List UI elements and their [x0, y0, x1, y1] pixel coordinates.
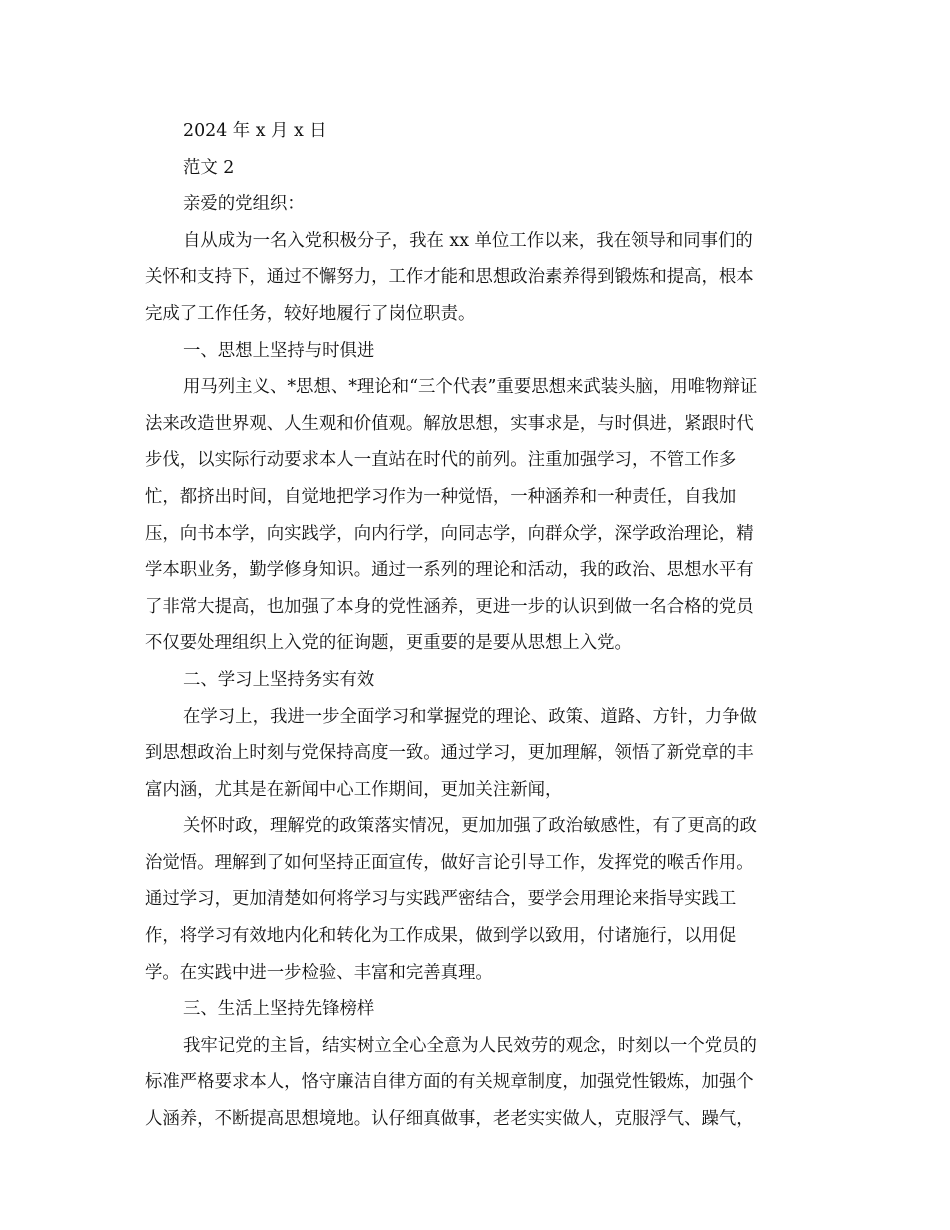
- section-heading: [145, 333, 805, 370]
- body-paragraph: [145, 1028, 805, 1138]
- paragraph-line: 到思想政治上时刻与党保持高度一致。通过学习，更加理解，领悟了新党章的丰: [145, 743, 754, 764]
- paragraph-line: 用马列主义、*思想、*理论和“三个代表”重要思想来武装头脑，用唯物辩证: [183, 377, 758, 398]
- paragraph-line: 了非常大提高，也加强了本身的党性涵养，更进一步的认识到做一名合格的党员: [145, 596, 754, 617]
- paragraph-line: 不仅要处理组织上入党的征询题，更重要的是要从思想上入党。: [145, 633, 632, 654]
- salutation: 亲爱的党组织：: [183, 194, 305, 215]
- body-paragraph: [145, 699, 805, 809]
- paragraph-line: 完成了工作任务，较好地履行了岗位职责。: [145, 303, 476, 324]
- paragraph-line: 自从成为一名入党积极分子，我在 xx 单位工作以来，我在领导和同事们的: [183, 230, 753, 251]
- section-heading: [145, 662, 805, 699]
- paragraph-line: 在学习上，我进一步全面学习和掌握党的理论、政策、道路、方针，力争做: [183, 706, 757, 727]
- letter-body: [145, 113, 805, 1138]
- paragraph-line: 治觉悟。理解到了如何坚持正面宣传，做好言论引导工作，发挥党的喉舌作用。: [145, 852, 754, 873]
- paragraph-line: 通过学习，更加清楚如何将学习与实践严密结合，要学会用理论来指导实践工: [145, 889, 737, 910]
- heading-text: 二、学习上坚持务实有效: [183, 669, 375, 690]
- paragraphs: [145, 223, 805, 1138]
- body-paragraph: [145, 808, 805, 991]
- body-paragraph: [145, 223, 805, 333]
- paragraph-line: 作，将学习有效地内化和转化为工作成果，做到学以致用，付诸施行，以用促: [145, 926, 737, 947]
- paragraph-line: 关怀时政，理解党的政策落实情况，更加加强了政治敏感性，有了更高的政: [183, 816, 757, 837]
- heading-text: 三、生活上坚持先锋榜样: [183, 999, 375, 1020]
- date-line: 2024 年 x 月 x 日: [183, 121, 327, 141]
- paragraph-line: 忙，都挤出时间，自觉地把学习作为一种觉悟，一种涵养和一种责任，自我加: [145, 486, 737, 507]
- paragraph-line: 学。在实践中进一步检验、丰富和完善真理。: [145, 962, 493, 983]
- sample-title: 范文 2: [183, 157, 235, 178]
- body-paragraph: [145, 369, 805, 662]
- paragraph-line: 标准严格要求本人，恪守廉洁自律方面的有关规章制度，加强党性锻炼，加强个: [145, 1072, 754, 1093]
- paragraph-line: 关怀和支持下，通过不懈努力，工作才能和思想政治素养得到锻炼和提高，根本: [145, 267, 754, 288]
- paragraph-line: 富内涵，尤其是在新闻中心工作期间，更加关注新闻，: [145, 779, 563, 800]
- paragraph-line: 人涵养，不断提高思想境地。认仔细真做事，老老实实做人，克服浮气、躁气，: [145, 1109, 754, 1130]
- paragraph-line: 学本职业务，勤学修身知识。通过一系列的理论和活动，我的政治、思想水平有: [145, 560, 754, 581]
- heading-text: 一、思想上坚持与时俱进: [183, 340, 375, 361]
- section-heading: [145, 991, 805, 1028]
- paragraph-line: 法来改造世界观、人生观和价值观。解放思想，实事求是，与时俱进，紧跟时代: [145, 413, 754, 434]
- paragraph-line: 我牢记党的主旨，结实树立全心全意为人民效劳的观念，时刻以一个党员的: [183, 1035, 757, 1056]
- paragraph-line: 压，向书本学，向实践学，向内行学，向同志学，向群众学，深学政治理论，精: [145, 523, 754, 544]
- paragraph-line: 步伐，以实际行动要求本人一直站在时代的前列。注重加强学习，不管工作多: [145, 450, 737, 471]
